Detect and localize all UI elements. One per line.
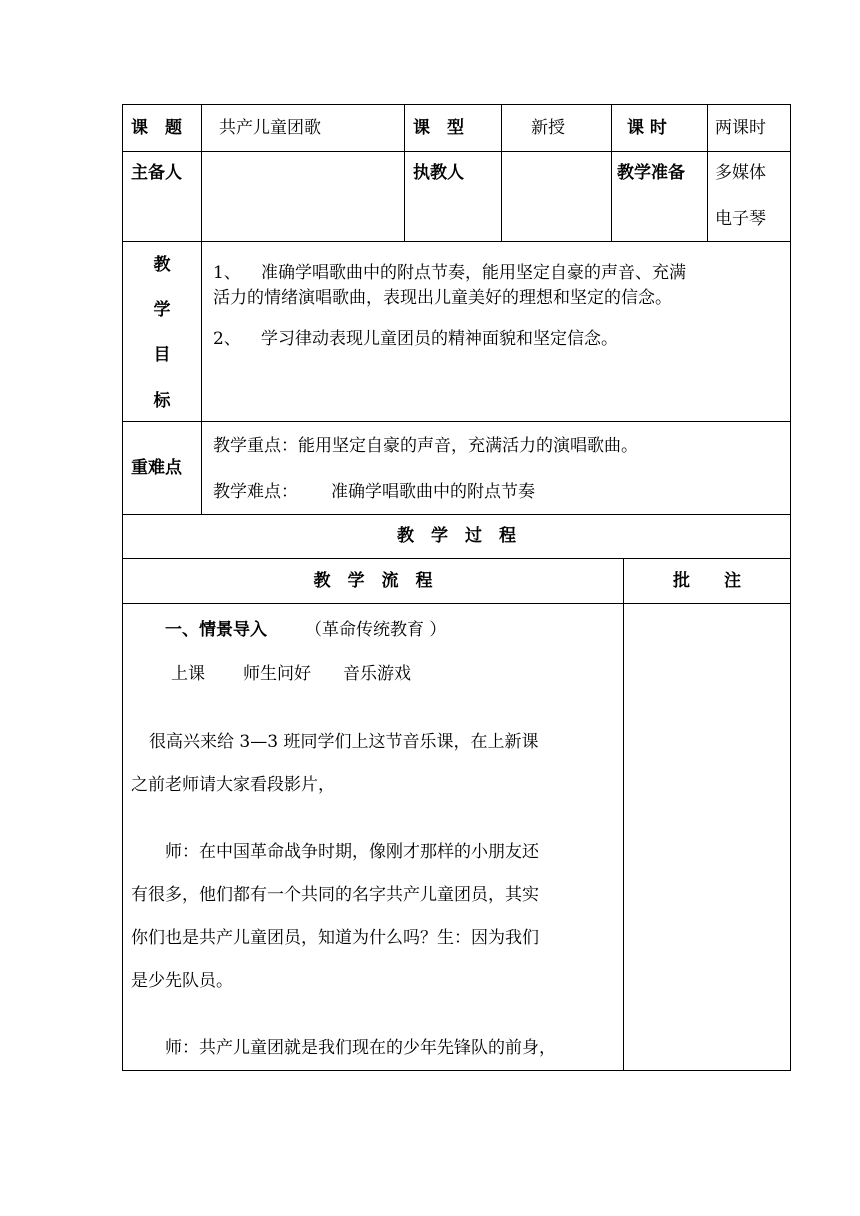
lesson-plan-table [122,104,791,1071]
objective-2-number: 2、 [213,329,241,349]
section-1-subtitle: （革命传统教育 ） [305,620,447,640]
topic-label: 课 题 [131,118,182,138]
prep-value-multimedia: 多媒体 [715,163,766,183]
col-divider [501,105,502,241]
paragraph-line: 师：在中国革命战争时期，像刚才那样的小朋友还 [165,842,539,862]
objectives-label-char: 学 [153,300,171,320]
difficulties-label: 重难点 [131,458,182,478]
hard-point-label: 教学难点： [213,482,298,502]
objective-1-continuation: 活力的情绪演唱歌曲，表现出儿童美好的理想和坚定的信念。 [213,288,672,308]
paragraph-line: 之前老师请大家看段影片， [131,775,335,795]
teacher-label: 执教人 [413,163,464,183]
step-music-game: 音乐游戏 [343,664,411,684]
section-1-title: 一、情景导入 [165,620,267,640]
prep-label: 教学准备 [617,163,685,183]
paragraph-line: 很高兴来给 3—3 班同学们上这节音乐课，在上新课 [149,732,539,752]
objective-1-number: 1、 [213,263,241,283]
objectives-label-char: 目 [153,345,171,365]
paragraph-line: 有很多，他们都有一个共同的名字共产儿童团员，其实 [131,885,539,905]
topic-value: 共产儿童团歌 [219,118,321,138]
notes-column-header: 批 注 [673,571,741,591]
process-title: 教 学 过 程 [397,526,516,546]
type-label: 课 型 [413,118,464,138]
col-divider [707,105,708,241]
col-divider [404,105,405,241]
objectives-label-char: 教 [153,255,171,275]
hard-point: 准确学唱歌曲中的附点节奏 [331,482,535,502]
step-greeting: 师生问好 [243,664,311,684]
col-divider [623,558,624,1070]
period-value: 两课时 [715,118,766,138]
flow-column-header: 教 学 流 程 [313,571,433,591]
preparer-label: 主备人 [131,163,182,183]
row-divider [123,514,790,515]
type-value: 新授 [531,118,565,138]
col-divider [201,105,202,514]
objective-2-text: 学习律动表现儿童团员的精神面貌和坚定信念。 [261,329,618,349]
paragraph-line: 师：共产儿童团就是我们现在的少年先锋队的前身， [165,1038,556,1058]
paragraph-line: 你们也是共产儿童团员，知道为什么吗？生：因为我们 [131,928,539,948]
col-divider [611,105,612,241]
row-divider [123,421,790,422]
objectives-label-char: 标 [153,391,171,411]
objective-1-text: 准确学唱歌曲中的附点节奏，能用坚定自豪的声音、充满 [261,263,686,283]
step-class-start: 上课 [171,664,205,684]
row-divider [123,241,790,242]
paragraph-line: 是少先队员。 [131,971,233,991]
row-divider [123,558,790,559]
period-label: 课 时 [627,118,667,138]
prep-value-keyboard: 电子琴 [715,209,766,229]
key-point: 教学重点：能用坚定自豪的声音，充满活力的演唱歌曲。 [213,436,638,456]
row-divider [123,603,790,604]
row-divider [123,151,790,152]
